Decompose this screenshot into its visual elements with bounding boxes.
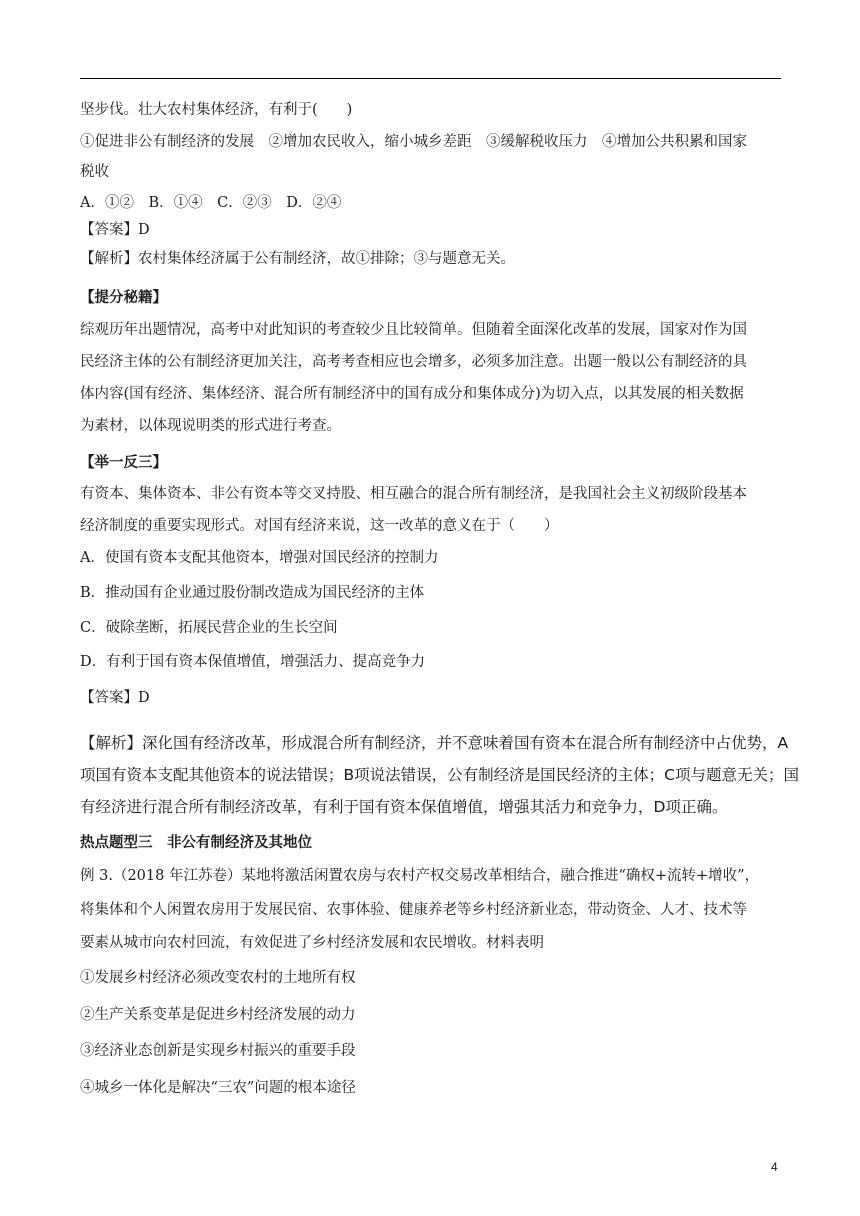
statement-2: ②生产关系变革是促进乡村经济发展的动力 — [80, 1007, 356, 1023]
analysis-line: 【解析】深化国有经济改革，形成混合所有制经济，并不意味着国有资本在混合所有制经济中占优势，A — [80, 734, 789, 752]
analysis-line: 项国有资本支配其他资本的说法错误；B项说法错误，公有制经济是国民经济的主体；C项与题意无关；国 — [80, 766, 799, 784]
text-line: 坚步伐。壮大农村集体经济，有利于( ) — [80, 102, 353, 118]
header-rule — [80, 78, 781, 79]
section-heading-practice: 【举一反三】 — [80, 454, 167, 471]
text-line: 体内容(国有经济、集体经济、混合所有制经济中的国有成分和集体成分)为切入点，以其发展的相关数据 — [80, 386, 744, 402]
text-line: 将集体和个人闲置农房用于发展民宿、农事体验、健康养老等乡村经济新业态，带动资金、人才、技术等 — [80, 902, 747, 918]
answer-line: 【答案】D — [80, 222, 150, 238]
text-line: 经济制度的重要实现形式。对国有经济来说，这一改革的意义在于（ ） — [80, 518, 559, 534]
option-d: D．有利于国有资本保值增值，增强活力、提高竞争力 — [80, 654, 426, 670]
statement-4: ④城乡一体化是解决“三农”问题的根本途径 — [80, 1080, 356, 1096]
option-a: A．使国有资本支配其他资本，增强对国民经济的控制力 — [80, 550, 439, 566]
option-b: B．推动国有企业通过股份制改造成为国民经济的主体 — [80, 585, 425, 601]
text-line: ①促进非公有制经济的发展 ②增加农民收入，缩小城乡差距 ③缓解税收压力 ④增加公共积累和国家 — [80, 134, 747, 150]
page-number: 4 — [771, 1160, 778, 1174]
statement-3: ③经济业态创新是实现乡村振兴的重要手段 — [80, 1043, 356, 1059]
text-line: 例 3.（2018 年江苏卷）某地将激活闲置农房与农村产权交易改革相结合，融合推进“确权+流转+增收”， — [80, 868, 760, 884]
text-line: 要素从城市向农村回流，有效促进了乡村经济发展和农民增收。材料表明 — [80, 935, 544, 951]
text-line: 有资本、集体资本、非公有资本等交叉持股、相互融合的混合所有制经济，是我国社会主义初级阶段基本 — [80, 486, 747, 502]
option-c: C．破除垄断，拓展民营企业的生长空间 — [80, 620, 338, 636]
answer-line: 【答案】D — [80, 690, 150, 706]
statement-1: ①发展乡村经济必须改变农村的土地所有权 — [80, 970, 356, 986]
text-line: 民经济主体的公有制经济更加关注，高考考查相应也会增多，必须多加注意。出题一般以公有制经济的具 — [80, 354, 747, 370]
text-line: 综观历年出题情况，高考中对此知识的考查较少且比较简单。但随着全面深化改革的发展，国家对作为国 — [80, 322, 747, 338]
text-line: 为素材，以体现说明类的形式进行考查。 — [80, 418, 341, 434]
text-line: 税收 — [80, 164, 109, 180]
options-line: A．①② B．①④ C．②③ D．②④ — [80, 195, 342, 211]
analysis-line: 有经济进行混合所有制经济改革，有利于国有资本保值增值，增强其活力和竞争力，D项正确。 — [80, 798, 728, 816]
section-heading-tips: 【提分秘籍】 — [80, 289, 167, 306]
section-heading-hot-topic: 热点题型三 非公有制经济及其地位 — [80, 835, 312, 851]
analysis-line: 【解析】农村集体经济属于公有制经济，故①排除；③与题意无关。 — [80, 251, 515, 267]
